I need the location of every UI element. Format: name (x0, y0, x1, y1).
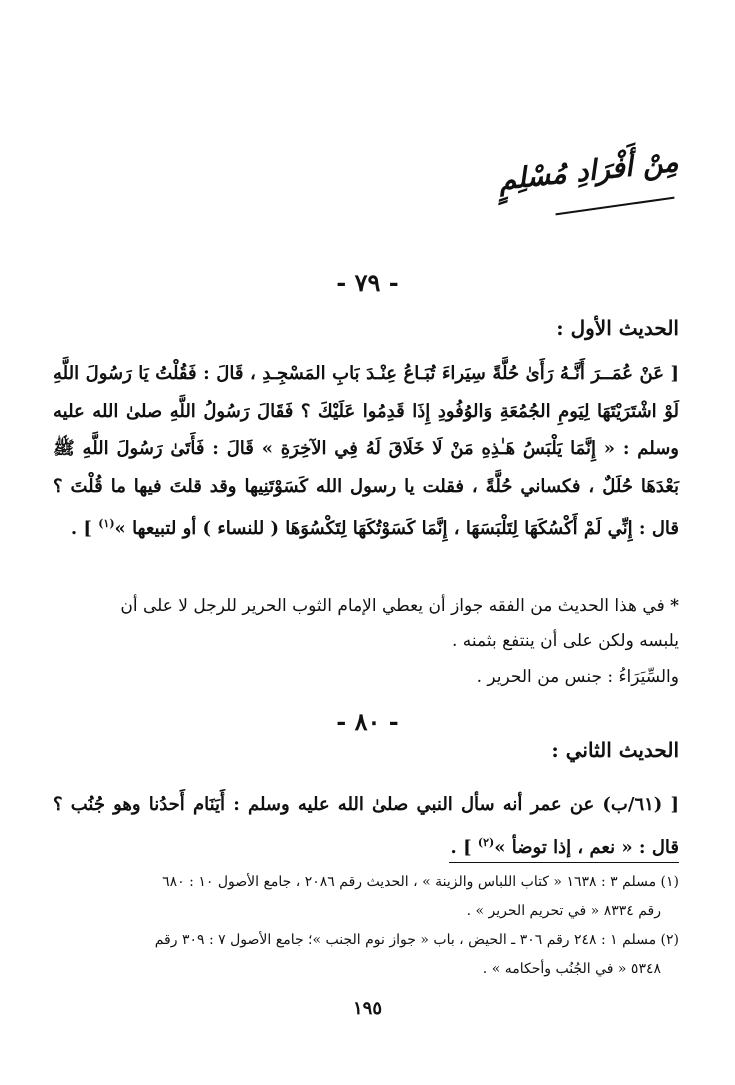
hadith-close-80: ] . (450, 836, 478, 858)
note-line-1: في هذا الحديث من الفقه جواز أن يعطي الإمام الثوب الحرير للرجل لا على أن (120, 596, 665, 616)
footnote-divider (449, 862, 679, 863)
footnote-1-line-2: رقم ٨٣٣٤ « في تحريم الحرير » . (466, 903, 661, 919)
hadith-heading-first: الحديث الأول : (556, 316, 679, 340)
footnote-ref-1: (١) (98, 517, 115, 530)
hadith-body-79: [ عَنْ عُمَــرَ أَنَّـهُ رَأَىٰ حُلَّةً سِيَراءَ تُبَـاعُ عِنْـدَ بَابِ المَسْجِـدِ ، قَالَ : فَقُلْتُ يَا رَسُولَ اللَّهِ لَوْ اشْتَرَيْتَهَا لِيَومِ الجُمُعَةِ وَالوُفُودِ إِذَا قَدِمُوا عَلَيْكَ ؟ فَقَالَ رَسُولُ اللَّهِ صلىٰ الله عليه وسلم : « إِنَّمَا يَلْبَسُ هَـٰذِهِ مَنْ لَا خَلَاقَ لَهُ فِي الآخِرَةِ » قَالَ : فَأَتَىٰ رَسُولَ اللَّهِ ﷺ بَعْدَهَا حُلَلٌ ، فكساني حُلَّةً ، فقلت يا رسول الله كَسَوْتَنِيها وقد قلتَ فيها ما قُلْتَ ؟ قال : إِنِّي لَمْ أَكْسُكَهَا لِتَلْبَسَهَا ، إِنَّمَا كَسَوْتُكَهَا لِتَكْسُوَهَا ( للنساء ) أو لتبيعها » (53, 363, 679, 539)
footnote-2-line-2: ٥٣٤٨ « في الجُنُب وأحكامه » . (482, 961, 661, 977)
footnote-1 (49, 868, 679, 926)
page-number: ١٩٥ (352, 998, 382, 1019)
hadith-body-80: [ (٦١/ب) عن عمر أنه سأل النبي صلىٰ الله عليه وسلم : أَيَنَام أَحدُنا وهو جُنُب ؟ قال : « نعم ، إذا توضأ » (53, 794, 679, 858)
gloss-siyara: والسِّيَرَاءُ : جنس من الحرير . (476, 667, 679, 687)
section-logo: مِنْ أَفْرَادِ مُسْلِمٍ (496, 144, 680, 197)
footnote-ref-2: (٢) (477, 835, 495, 849)
note-line-2: يلبسه ولكن على أن ينتفع بثمنه . (451, 631, 679, 651)
hadith-text-79 (53, 355, 679, 548)
hadith-number-79: - ٧٩ - (336, 268, 399, 297)
hadith-heading-second: الحديث الثاني : (551, 738, 679, 762)
fiqh-note (53, 590, 679, 623)
footnote-2-line-1: (٢) مسلم ١ : ٢٤٨ رقم ٣٠٦ ـ الحيض ، باب « جواز نوم الجنب »؛ جامع الأصول ٧ : ٣٠٩ رقم (154, 932, 679, 948)
fiqh-note-cont (99, 625, 679, 658)
hadith-close-79: ] . (70, 518, 99, 539)
footnote-1-line-1: (١) مسلم ٣ : ١٦٣٨ « كتاب اللباس والزينة » ، الحديث رقم ٢٠٨٦ ، جامع الأصول ١٠ : ٦٨٠ (162, 874, 679, 890)
footnote-2 (49, 926, 679, 984)
hadith-text-80 (53, 786, 679, 866)
hadith-number-80: - ٨٠ - (336, 707, 399, 736)
gloss-line (119, 661, 679, 694)
note-bullet: * (670, 596, 679, 616)
